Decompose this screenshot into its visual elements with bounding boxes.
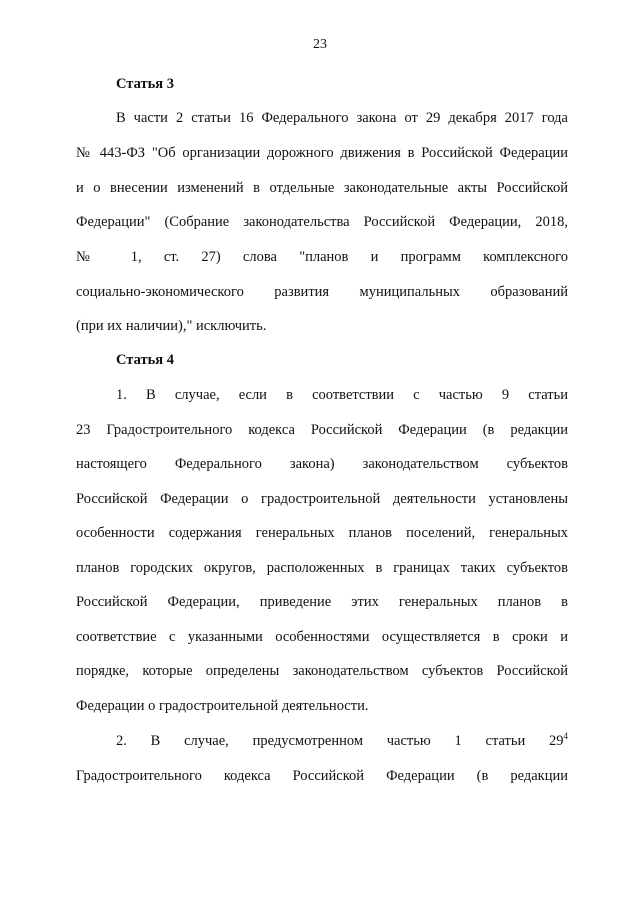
article-3-line: Федерации" (Собрание законодательства Российской Федерации, 2018, <box>76 214 568 230</box>
article-4-para1-line: настоящего Федерального закона) законодательством субъектов <box>76 456 568 472</box>
article-3-line: и о внесении изменений в отдельные законодательные акты Российской <box>76 180 568 196</box>
article-4-para1-line: Федерации о градостроительной деятельности. <box>76 698 369 714</box>
article-4-para1-line: планов городских округов, расположенных в границах таких субъектов <box>76 560 568 576</box>
article-3-line: (при их наличии)," исключить. <box>76 318 267 334</box>
article-4-para2-text: 2. В случае, предусмотренном частью 1 статьи 29 <box>116 733 564 749</box>
article-4-para1-line: Российской Федерации, приведение этих генеральных планов в <box>76 594 568 610</box>
article-4-para1-line: соответствие с указанными особенностями осуществляется в сроки и <box>76 629 568 645</box>
article-3-line: № 443-ФЗ "Об организации дорожного движения в Российской Федерации <box>76 145 568 161</box>
article-3-line: социально-экономического развития муниципальных образований <box>76 284 568 300</box>
page-number: 23 <box>313 37 327 52</box>
superscript: 4 <box>563 731 568 742</box>
article-3-heading: Статья 3 <box>116 76 174 92</box>
article-4-para1-line: особенности содержания генеральных планов поселений, генеральных <box>76 525 568 541</box>
article-3-line: В части 2 статьи 16 Федерального закона от 29 декабря 2017 года <box>116 110 568 126</box>
article-3-line: № 1, ст. 27) слова "планов и программ комплексного <box>76 249 568 265</box>
article-4-para1-line: порядке, которые определены законодательством субъектов Российской <box>76 663 568 679</box>
article-4-para2-line: Градостроительного кодекса Российской Федерации (в редакции <box>76 768 568 784</box>
article-4-para1-line: 1. В случае, если в соответствии с частью 9 статьи <box>116 387 568 403</box>
article-4-heading: Статья 4 <box>116 352 174 368</box>
article-4-para1-line: Российской Федерации о градостроительной деятельности установлены <box>76 491 568 507</box>
article-4-para1-line: 23 Градостроительного кодекса Российской Федерации (в редакции <box>76 422 568 438</box>
article-4-para2-line <box>116 733 568 750</box>
